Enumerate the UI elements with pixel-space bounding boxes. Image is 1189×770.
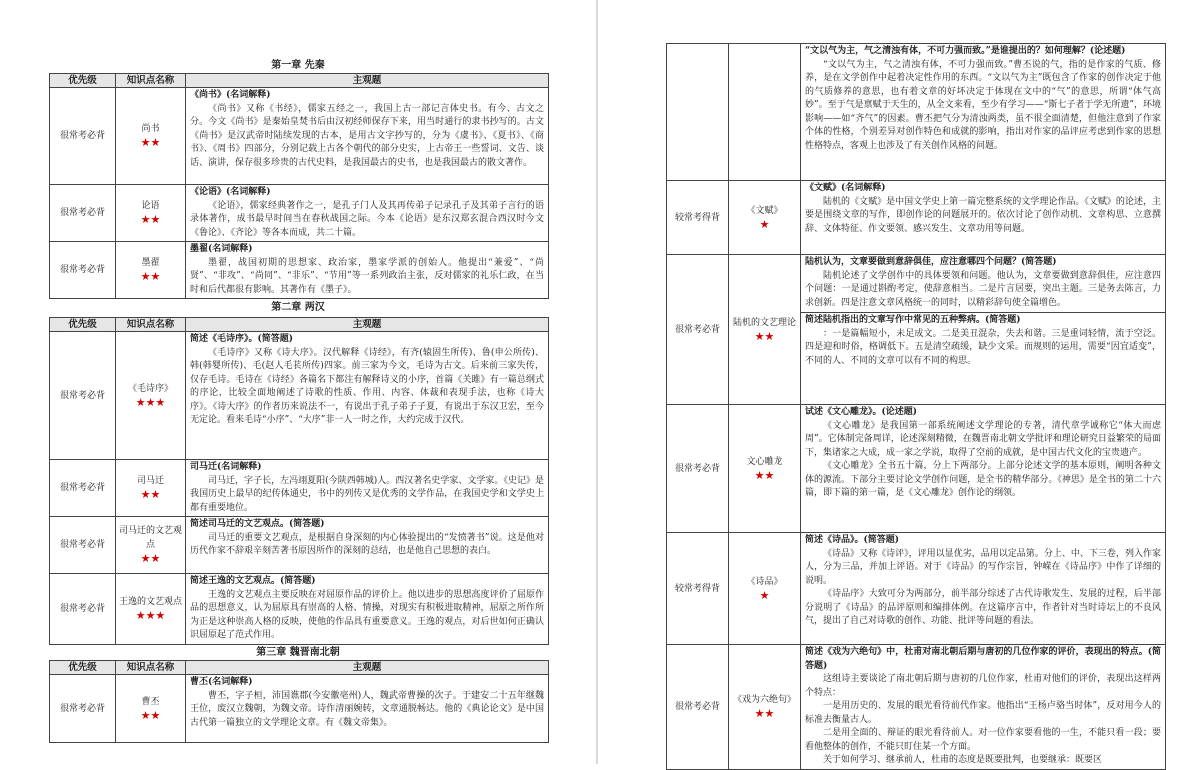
question-title: 简述陆机指出的文章写作中常见的五种弊病。(简答题): [801, 312, 1165, 328]
header-point: 知识点名称: [116, 661, 186, 675]
answer-text: 陆机的《文赋》是中国文学史上第一篇完整系统的文学理论作品。《文赋》的论述，主要是围绕文章的写作，即创作论的问题展开的。依次讨论了创作动机、文章构思、立意撰辞、文体特征、作文要领、感兴发生、文章功用等问题。: [805, 196, 1161, 234]
knowledge-table: [49, 317, 549, 645]
answer-text: 《毛诗序》又称《诗大序》。汉代解释《诗经》，有齐(辕固生所传)、鲁(申公所传)、韩(韩婴所传)、毛(赵人毛苌所传)四家。前三家为今文，毛诗为古文。后来前三家失传，仅存毛诗。毛诗在《诗经》各篇名下都注有解释诗义的小序，首篇《关雎》有一篇总纲式的序论，比较全面地阐述了诗歌的性质、作用、内容、体裁和表现手法，也称《诗大序》。《诗大序》的作者历来说法不一，有说出于孔子弟子子夏，有说出于东汉卫宏，至今无定论。看来毛诗“小序”、“大序”非一人一时之作，大约完成于汉代。: [190, 347, 544, 425]
answer-text: “文以气为主，气之清浊有体，不可力强而致。”曹丕说的气，指的是作家的气质、修养，是在文学创作中起着决定性作用的东西。“文以气为主”既包含了作家的创作决定于他的气质修养的意思，也有着文章的好坏决定于体现在文中的“气”的意思，所谓“体气高妙”。至于气是禀赋于天生的，从全文来看，至少有学习——“斯七子者于学无所遗”，环境影响——如“齐气”的因素。曹丕把气分为清浊两类，虽不很全面清楚，但他注意到了作家个体的性格，个别差异对创作特色和成就的影响，指出对作家的品评应考虑到作家的思想性格特点，客观上也涉及了有关创作风格的问题。: [805, 59, 1161, 151]
answer-text: 司马迁的重要文艺观点，是根据自身深刻的内心体验提出的“发愤著书”说。这是他对历代作家不辞艰辛刻苦著书原因所作的深刻的总结，也是他自己思想的表白。: [190, 532, 544, 556]
question-title: 司马迁(名词解释): [190, 462, 262, 472]
answer-text: 司马迁，字子长，左冯翊夏阳(今陕西韩城)人。西汉著名史学家、文学家。《史记》是我国历史上最早的纪传体通史，书中的列传又是优秀的文学作品，在我国史学和文学史上都有重要地位。: [190, 475, 544, 513]
priority-cell: 很常考必背: [667, 255, 729, 405]
point-cell: [116, 574, 186, 645]
point-name: 王逸的文艺观点: [118, 596, 182, 607]
star-rating: ★★★: [135, 608, 166, 622]
table-row: [667, 405, 1166, 533]
point-name: 陆机的文艺理论: [732, 317, 796, 328]
question-title: 简述王逸的文艺观点。(简答题): [190, 576, 316, 586]
answer-text: 曹丕，字子桓，沛国谯郡(今安徽亳州)人，魏武帝曹操的次子。于建安二十五年继魏王位，废汉立魏朝，为魏文帝。诗作清丽婉转，文章通脱畅达。他的《典论论文》是中国古代第一篇独立的文学理论文章。有《魏文帝集》。: [190, 690, 544, 728]
content-cell: [186, 517, 549, 574]
content-cell: [801, 181, 1166, 255]
answer-text: 《文心雕龙》全书五十篇，分上下两部分。上部分论述文学的基本原则，阐明各种文体的源流。下部分主要讨论文学创作问题，是全书的精华部分。《神思》是全书的第二十六篇，即下篇的第一篇，是《文心雕龙》创作论的纲领。: [805, 461, 1161, 498]
question-title: 墨翟(名词解释): [190, 244, 253, 254]
point-cell: [116, 242, 186, 299]
header-main: 主观题: [186, 318, 549, 332]
table-row: [667, 181, 1166, 255]
point-name: 墨翟: [141, 258, 160, 268]
point-name: 《诗品》: [746, 576, 783, 587]
star-rating: ★★: [754, 329, 775, 343]
point-cell: [729, 405, 801, 533]
point-cell: [116, 332, 186, 460]
answer-text: 《诗品》又称《诗评》，评用以显优劣，品用以定品第。分上、中、下三卷，列入作家人，分为三品，并加上评语。对于《诗品》的写作宗旨，钟嵘在《诗品序》中作了详细的说明。: [805, 548, 1161, 586]
knowledge-table: [666, 43, 1166, 770]
priority-cell: [667, 44, 729, 181]
content-cell: [801, 533, 1166, 645]
question-title: 《尚书》(名词解释): [190, 90, 271, 100]
star-rating: ★★: [140, 136, 161, 149]
priority-cell: 很常考必背: [50, 185, 116, 242]
question-title: “文以气为主，气之清浊有体，不可力强而致。”是谁提出的？如何理解？(论述题): [805, 46, 1126, 56]
table-row: [50, 574, 549, 645]
table-row: [50, 460, 549, 517]
table-row: [50, 242, 549, 299]
question-title: 简述《戏为六绝句》中，杜甫对南北朝后期与唐初的几位作家的评价，表现出的特点。(简答题): [805, 647, 1161, 671]
answer-text: 陆机论述了文学创作中的具体要领和问题。他认为，文章要做到意辞俱佳，应注意四个问题：一是通过斟酌考定，使辞意相当。二是片言居要，突出主题。三是务去陈言，力求创新。四是注意文章风格统一的同时，以精彩辞句使全篇增色。: [805, 270, 1161, 308]
priority-cell: 很常考必背: [50, 332, 116, 460]
header-point: 知识点名称: [116, 74, 186, 88]
table-row: [667, 255, 1166, 405]
header-priority: 优先级: [50, 318, 116, 332]
answer-text: 《诗品序》大致可分为两部分，前半部分综述了古代诗歌发生、发展的过程，后半部分说明了《诗品》的品评原则和编排体例。在这篇序言中，作者针对当时诗坛上的不良风气，提出了自己对诗歌的创作、功能、批评等问题的看法。: [805, 589, 1161, 626]
point-cell: [116, 460, 186, 517]
point-name: 论语: [141, 201, 160, 211]
point-name: 《毛诗序》: [127, 383, 173, 394]
table-row: [50, 517, 549, 574]
star-rating: ★★★: [135, 395, 166, 409]
answer-text: 王逸的文艺观点主要反映在对屈原作品的评价上。他以进步的思想高度评价了屈原作品的思想意义，认为屈原具有崇高的人格、情操，对现实有积极进取精神，屈原之所作所为正是这种崇高人格的反映，使他的作品具有重要意义。王逸的观点，对后世如何正确认识屈原起了范式作用。: [190, 589, 544, 640]
priority-cell: 较常考得背: [667, 181, 729, 255]
priority-cell: 很常考必背: [50, 517, 116, 574]
point-name: 司马迁的文艺观点: [118, 526, 182, 550]
content-cell: [186, 88, 549, 185]
question-title: 简述《诗品》。(简答题): [805, 535, 900, 545]
question-title: 简述《毛诗序》。(简答题): [190, 334, 294, 344]
question-title: 陆机认为，文章要做到意辞俱佳，应注意哪四个问题？(简答题): [805, 257, 1057, 267]
priority-cell: 很常考必背: [50, 242, 116, 299]
content-cell: [186, 242, 549, 299]
table-header-row: [50, 74, 549, 88]
point-cell: [729, 645, 801, 770]
chapter-title: 第一章 先秦: [271, 60, 325, 71]
star-rating: ★★: [140, 488, 161, 501]
point-cell: [729, 255, 801, 405]
content-cell: [801, 405, 1166, 533]
right-page: [598, 0, 1189, 764]
priority-cell: 较常考得背: [667, 533, 729, 645]
point-cell: [116, 675, 186, 743]
question-title: 《文赋》(名词解释): [805, 183, 886, 193]
content-cell: [186, 332, 549, 460]
table-header-row: [50, 318, 549, 332]
star-rating: ★★: [140, 552, 161, 565]
point-name: 司马迁: [136, 476, 164, 486]
content-cell: [186, 460, 549, 517]
header-point: 知识点名称: [116, 318, 186, 332]
answer-text: 一是用历史的、发展的眼光看待前代作家。他指出“王杨卢骆当时体”，反对用今人的标准去衡量古人。: [805, 701, 1161, 725]
content-cell: [186, 185, 549, 242]
answer-text: 《论语》，儒家经典著作之一，是孔子门人及其再传弟子记录孔子及其弟子言行的语录体著作，成书最早时间当在春秋战国之际。今本《论语》是东汉郑玄混合西汉时今文《鲁论》、《齐论》等各本而成，共二十篇。: [190, 200, 544, 238]
star-rating: ★★: [140, 708, 161, 722]
table-row: [50, 332, 549, 460]
answer-text: ：一是篇幅短小，未足成文。二是美丑混杂，失去和谐。三是重词轻情，流于空泛。四是迎和时俗，格调低下。五是清空疏缓，缺少文采。而规则的运用，需要“因宜适变”，不同的人、不同的文章可以有不同的构思。: [805, 328, 1161, 366]
star-rating: ★★: [140, 270, 161, 283]
answer-text: 二是用全面的、辩证的眼光看待前人。对一位作家要看他的一生，不能只看一段；要看他整体的创作，不能只盯住某一个方面。: [805, 728, 1161, 752]
question-title: 《论语》(名词解释): [190, 187, 271, 197]
point-cell: [116, 88, 186, 185]
point-name: 《文赋》: [746, 205, 783, 216]
point-cell: [729, 533, 801, 645]
star-rating: ★: [759, 588, 770, 602]
table-row: [50, 185, 549, 242]
content-cell: [186, 675, 549, 743]
question-title: 简述司马迁的文艺观点。(简答题): [190, 519, 325, 529]
header-main: 主观题: [186, 661, 549, 675]
chapter-title: 第三章 魏晋南北朝: [256, 647, 340, 658]
content-cell: [801, 44, 1166, 181]
priority-cell: 很常考必背: [50, 574, 116, 645]
priority-cell: 很常考必背: [667, 405, 729, 533]
table-row: [667, 645, 1166, 770]
star-rating: ★: [759, 217, 770, 231]
priority-cell: 很常考必背: [667, 645, 729, 770]
table-row: [667, 533, 1166, 645]
header-main: 主观题: [186, 74, 549, 88]
content-cell: [801, 255, 1166, 405]
priority-cell: 很常考必背: [50, 675, 116, 743]
answer-text: 《文心雕龙》是我国第一部系统阐述文学理论的专著，清代章学诚称它“体大而虑周”。它体制完备周详，论述深刻精微，在魏晋南北朝文学批评和理论研究日益繁荣的局面下，集诸家之大成，成一家之学说，取得了空前的成就，是中国古代文化的宝贵遗产。: [805, 420, 1161, 458]
priority-cell: 很常考必背: [50, 460, 116, 517]
left-page: [0, 0, 596, 764]
point-name: 文心雕龙: [746, 456, 783, 467]
point-cell: [729, 44, 801, 181]
table-row: [50, 88, 549, 185]
question-title: 试述《文心雕龙》。(论述题): [805, 407, 918, 417]
table-row: [667, 44, 1166, 181]
point-name: 尚书: [141, 124, 160, 134]
answer-text: 关于如何学习、继承前人，杜甫的态度是既要批判，也要继承：既要区: [823, 755, 1103, 765]
point-cell: [729, 181, 801, 255]
answer-text: 《尚书》又称《书经》，儒家五经之一，我国上古一部记言体史书。有今、古文之分。今文《尚书》是秦始皇焚书后由汉初经师保存下来，用当时通行的隶书抄写的。古文《尚书》是汉武帝时陆续发现的古本，是用古文字抄写的，分为《虞书》、《夏书》、《商书》、《周书》四部分，分别记载上古各个朝代的部分史实，上古帝王一些誓词、文告、谈话、演讲，保存很多珍贵的古代史料，是我国最古的史书，也是我国最古的散文著作。: [190, 103, 544, 168]
point-cell: [116, 517, 186, 574]
answer-text: 这组诗主要谈论了南北朝后期与唐初的几位作家，杜甫对他们的评价，表现出这样两个特点：: [805, 674, 1161, 698]
star-rating: ★★: [140, 213, 161, 226]
chapter-title: 第二章 两汉: [271, 302, 325, 313]
table-header-row: [50, 661, 549, 675]
priority-cell: 很常考必背: [50, 88, 116, 185]
point-cell: [116, 185, 186, 242]
question-title: 曹丕(名词解释): [190, 677, 253, 687]
star-rating: ★★: [754, 468, 775, 482]
knowledge-table: [49, 73, 549, 299]
point-name: 曹丕: [141, 696, 160, 707]
content-cell: [801, 645, 1166, 770]
answer-text: 墨翟，战国初期的思想家、政治家，墨家学派的创始人。他提出“兼爱”、“尚贤”、“非攻”、“尚同”、“非乐”、“节用”等一系列政治主张，反对儒家的礼乐仁政，在当时和后代都很有影响。其著作有《墨子》。: [190, 257, 544, 295]
header-priority: 优先级: [50, 74, 116, 88]
content-cell: [186, 574, 549, 645]
star-rating: ★★: [754, 706, 775, 720]
point-name: 《戏为六绝句》: [732, 694, 796, 705]
header-priority: 优先级: [50, 661, 116, 675]
knowledge-table: [49, 660, 549, 743]
table-row: [50, 675, 549, 743]
